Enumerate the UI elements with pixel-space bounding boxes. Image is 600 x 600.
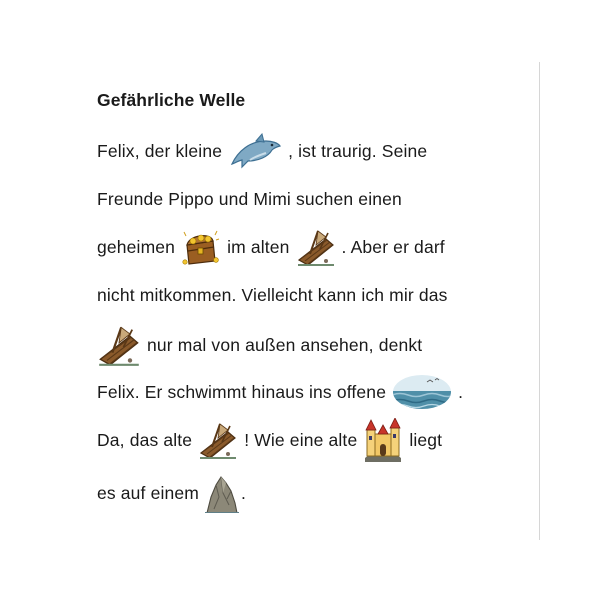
line-text: . bbox=[241, 482, 247, 503]
story-line-1 bbox=[97, 136, 427, 166]
story-line-8 bbox=[97, 478, 246, 508]
line-text: Freunde Pippo und Mimi suchen einen bbox=[97, 188, 402, 209]
page-divider bbox=[539, 62, 540, 540]
story-line-4 bbox=[97, 280, 448, 310]
line-text: nicht mitkommen. Vielleicht kann ich mir das bbox=[97, 284, 448, 305]
line-text: . bbox=[458, 381, 464, 402]
story-title: Gefährliche Welle bbox=[97, 90, 246, 110]
shipwreck-icon bbox=[296, 227, 336, 267]
line-text: liegt bbox=[409, 429, 443, 450]
story-line-6 bbox=[97, 377, 463, 407]
line-text: Felix, der kleine bbox=[97, 140, 223, 161]
dolphin-icon bbox=[228, 133, 282, 169]
castle-icon bbox=[363, 418, 403, 462]
line-text: geheimen bbox=[97, 236, 176, 257]
rock-icon bbox=[205, 473, 239, 513]
line-text: Da, das alte bbox=[97, 429, 193, 450]
line-text: nur mal von außen ansehen, denkt bbox=[147, 334, 423, 355]
line-text: , ist traurig. Seine bbox=[288, 140, 428, 161]
story-line-5 bbox=[97, 330, 422, 360]
sea-icon bbox=[392, 373, 452, 411]
line-text: es auf einem bbox=[97, 482, 199, 503]
line-text: Felix. Er schwimmt hinaus ins offene bbox=[97, 381, 387, 402]
line-text: ! Wie eine alte bbox=[244, 429, 358, 450]
story-line-3 bbox=[97, 232, 445, 262]
story-line-7 bbox=[97, 425, 442, 455]
line-text: . Aber er darf bbox=[341, 236, 445, 257]
treasure-chest-icon bbox=[181, 227, 221, 267]
line-text: im alten bbox=[227, 236, 290, 257]
shipwreck-icon bbox=[97, 323, 141, 367]
story-line-2 bbox=[97, 184, 402, 214]
shipwreck-icon bbox=[198, 420, 238, 460]
